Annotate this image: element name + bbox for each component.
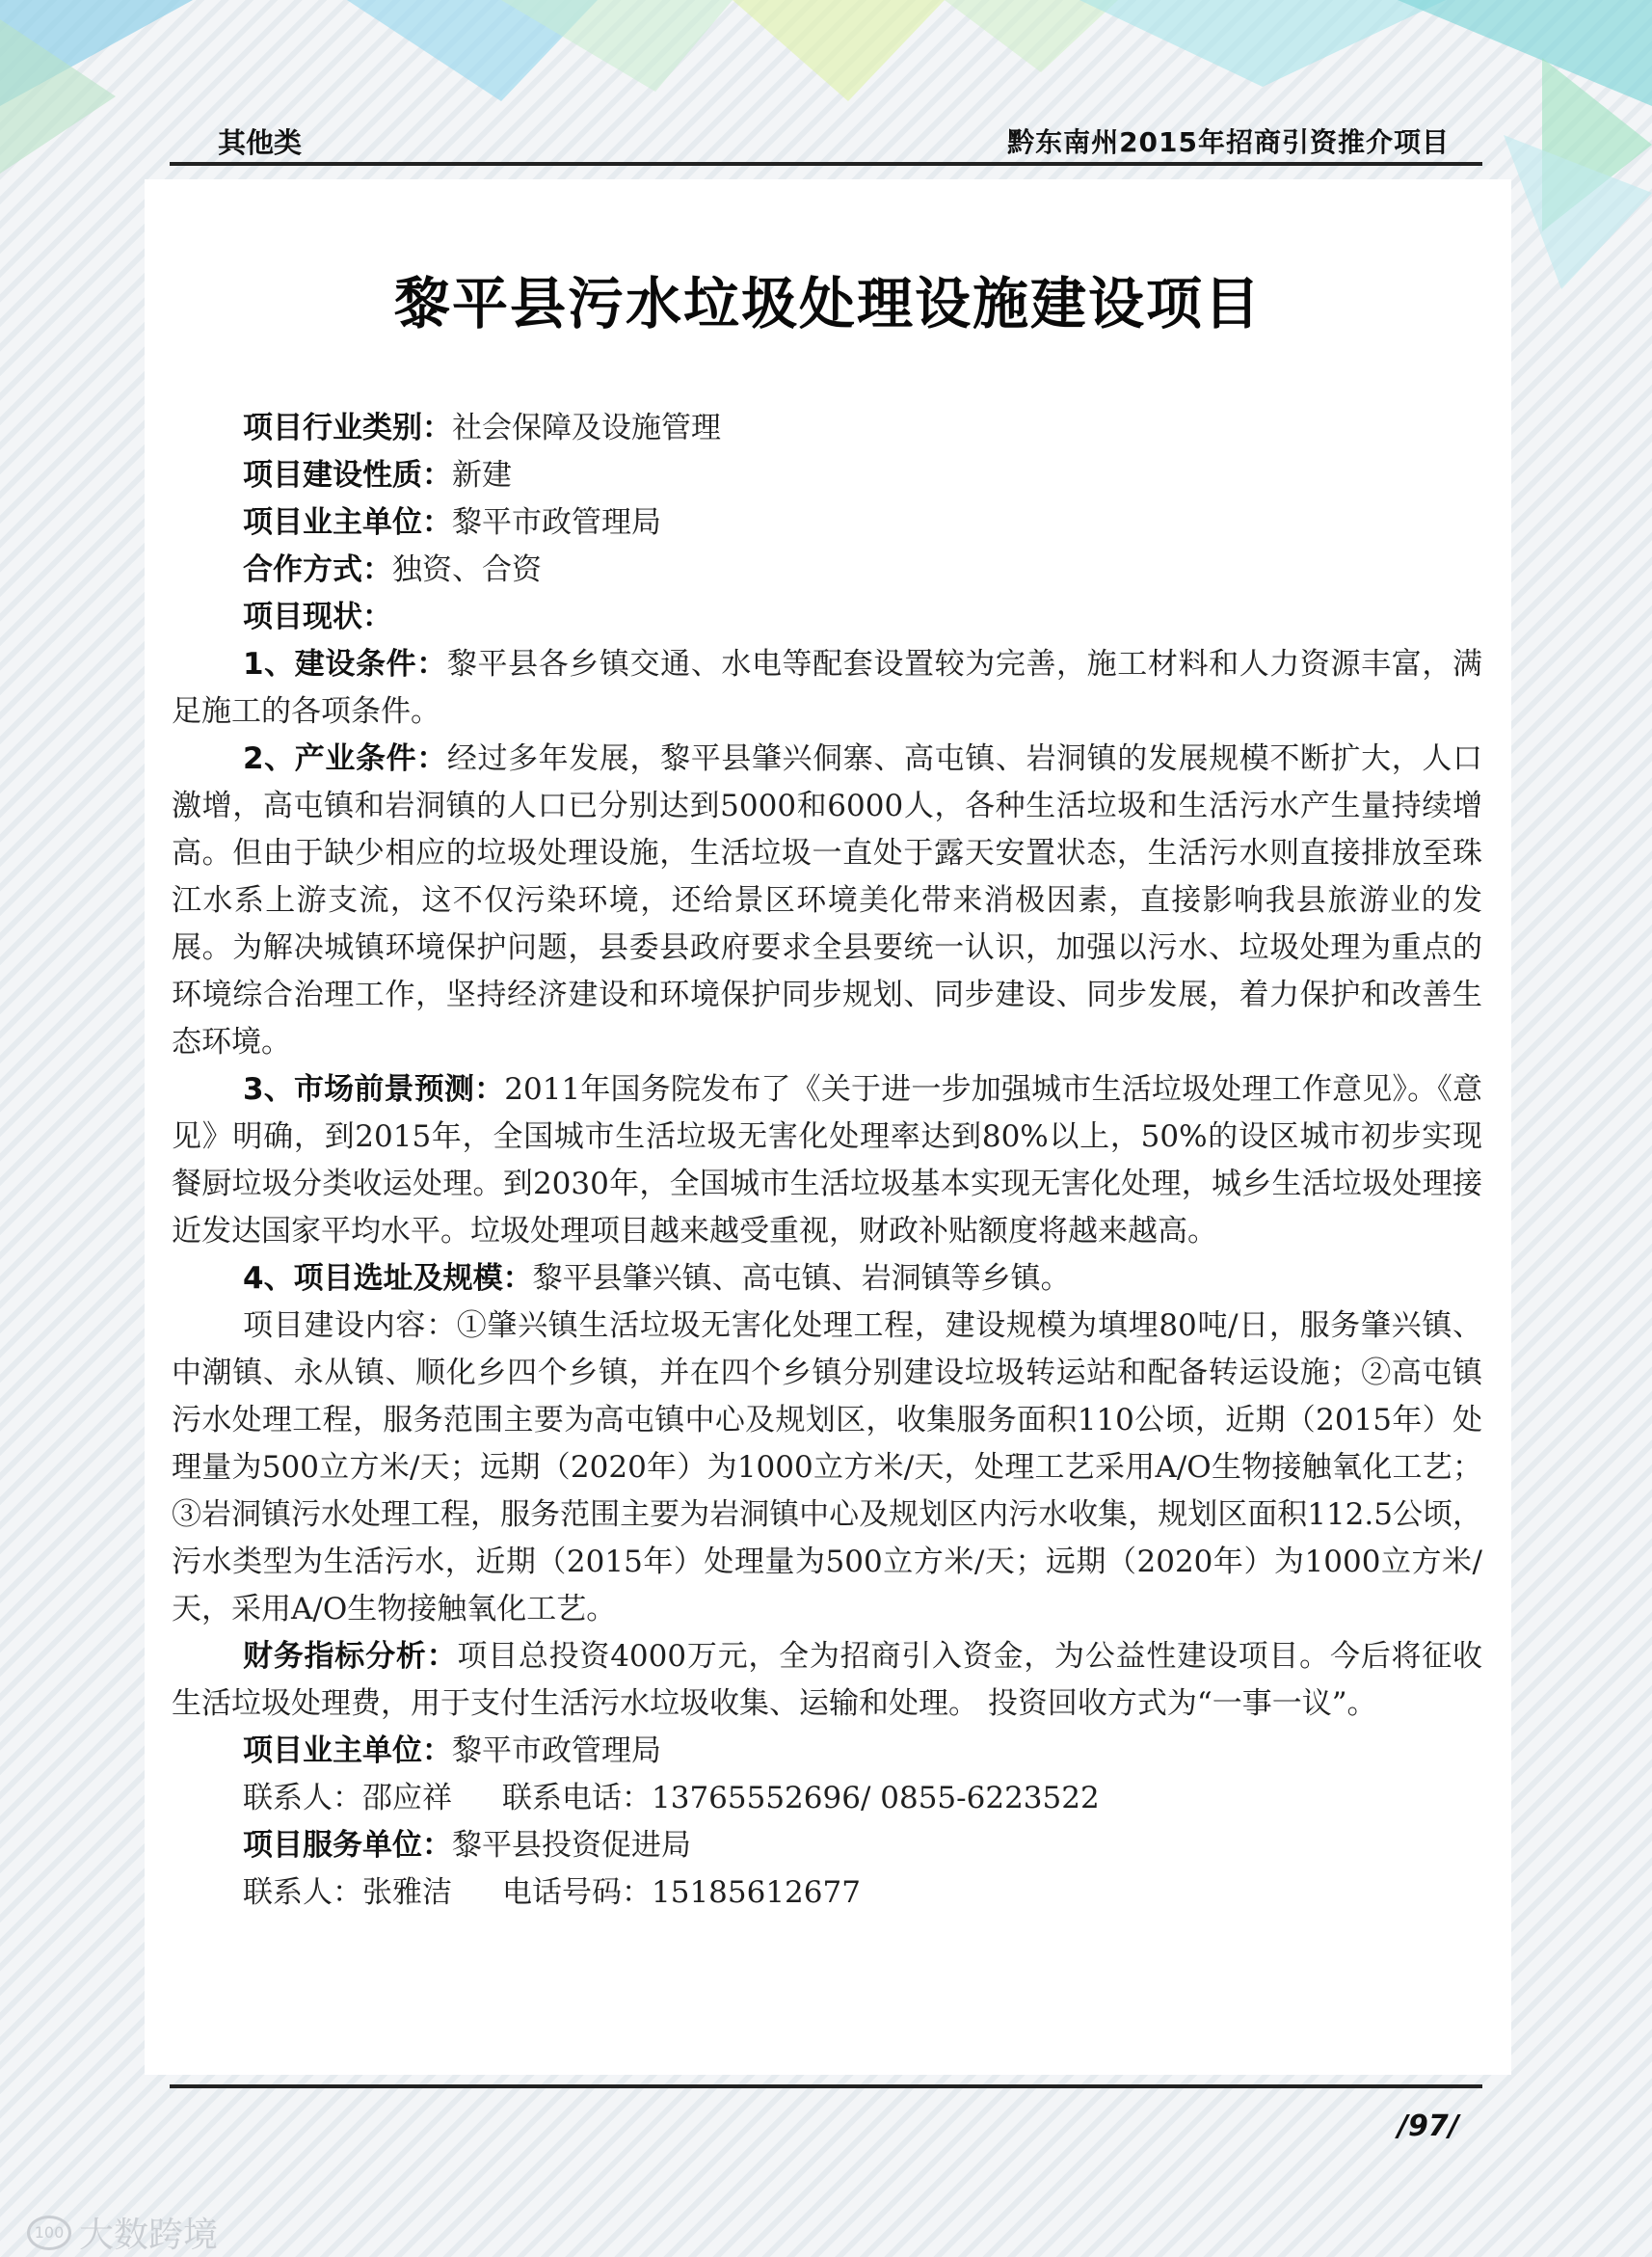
section-construction-content: 项目建设内容：①肇兴镇生活垃圾无害化处理工程，建设规模为填埋80吨/日，服务肇兴镇、中潮镇、永从镇、顺化乡四个乡镇，并在四个乡镇分别建设垃圾转运站和配备转运设施；②高屯镇污水处理工程，服务范围主要为高屯镇中心及规划区，收集服务面积110公顷，近期（2015年）处理量为500立方米/天；远期（2020年）为1000立方米/天，处理工艺采用A/O生物接触氧化工艺； ③岩洞镇污水处理工程，服务范围主要为岩洞镇中心及规划区内污水收集，规划区面积112.5公顷，污水类型为生活污水，近期（2015年）处理量为500立方米/天；远期（2020年）为1000立方米/天，采用A/O生物接触氧化工艺。 <box>172 1308 1482 1626</box>
contact-service-details <box>172 1869 1482 1917</box>
contact-owner-unit: 项目业主单位：黎平市政管理局 <box>243 1733 661 1768</box>
section-site-scale: 4、项目选址及规模：黎平县肇兴镇、高屯镇、岩洞镇等乡镇。 <box>243 1261 1071 1296</box>
section-market-outlook: 3、市场前景预测：2011年国务院发布了《关于进一步加强城市生活垃圾处理工作意见》。《意见》明确，到2015年，全国城市生活垃圾无害化处理率达到80%以上，50%的设区城市初步实现餐厨垃圾分类收运处理。到2030年，全国城市生活垃圾基本实现无害化处理，城乡生活垃圾处理接近发达国家平均水平。垃圾处理项目越来越受重视，财政补贴额度将越来越高。 <box>172 1072 1482 1249</box>
field-industry: 项目行业类别：社会保障及设施管理 <box>243 411 721 445</box>
watermark <box>27 2208 218 2257</box>
page-title: 黎平县污水垃圾处理设施建设项目 <box>393 271 1262 336</box>
page-number: /97/ <box>1398 2109 1459 2143</box>
owner-contact-phone: 联系电话：13765552696/ 0855-6223522 <box>502 1781 1100 1815</box>
document-body <box>172 405 1482 1917</box>
category-label: 其他类 <box>218 126 303 159</box>
field-cooperation: 合作方式：独资、合资 <box>243 552 542 587</box>
publication-title: 黔东南州2015年招商引资推介项目 <box>1007 126 1450 158</box>
header-divider <box>170 162 1482 166</box>
contact-service-unit: 项目服务单位：黎平县投资促进局 <box>243 1828 691 1863</box>
contact-owner-details <box>172 1775 1482 1822</box>
field-owner: 项目业主单位：黎平市政管理局 <box>243 505 661 540</box>
field-nature: 项目建设性质：新建 <box>243 458 512 493</box>
section-industry-conditions: 2、产业条件：经过多年发展，黎平县肇兴侗寨、高屯镇、岩洞镇的发展规模不断扩大，人口激增，高屯镇和岩洞镇的人口已分别达到5000和6000人，各种生活垃圾和生活污水产生量持续增高。但由于缺少相应的垃圾处理设施，生活垃圾一直处于露天安置状态，生活污水则直接排放至珠江水系上游支流，这不仅污染环境，还给景区环境美化带来消极因素，直接影响我县旅游业的发展。为解决城镇环境保护问题，县委县政府要求全县要统一认识，加强以污水、垃圾处理为重点的环境综合治理工作，坚持经济建设和环境保护同步规划、同步建设、同步发展，着力保护和改善生态环境。 <box>172 741 1482 1060</box>
section-finance: 财务指标分析：项目总投资4000万元，全为招商引入资金，为公益性建设项目。今后将征收生活垃圾处理费，用于支付生活污水垃圾收集、运输和处理。 投资回收方式为“一事一议”。 <box>172 1639 1483 1721</box>
service-contact-phone: 电话号码：15185612677 <box>502 1875 861 1910</box>
owner-contact-person: 联系人：邵应祥 <box>243 1781 452 1815</box>
service-contact-person: 联系人：张雅洁 <box>243 1875 452 1910</box>
status-heading: 项目现状： <box>243 600 392 634</box>
watermark-logo-icon: 100 <box>27 2216 71 2250</box>
footer-divider <box>170 2084 1482 2088</box>
watermark-text: 大数跨境 <box>79 2216 219 2255</box>
section-construction-conditions: 1、建设条件：黎平县各乡镇交通、水电等配套设置较为完善，施工材料和人力资源丰富，满足施工的各项条件。 <box>172 647 1482 729</box>
